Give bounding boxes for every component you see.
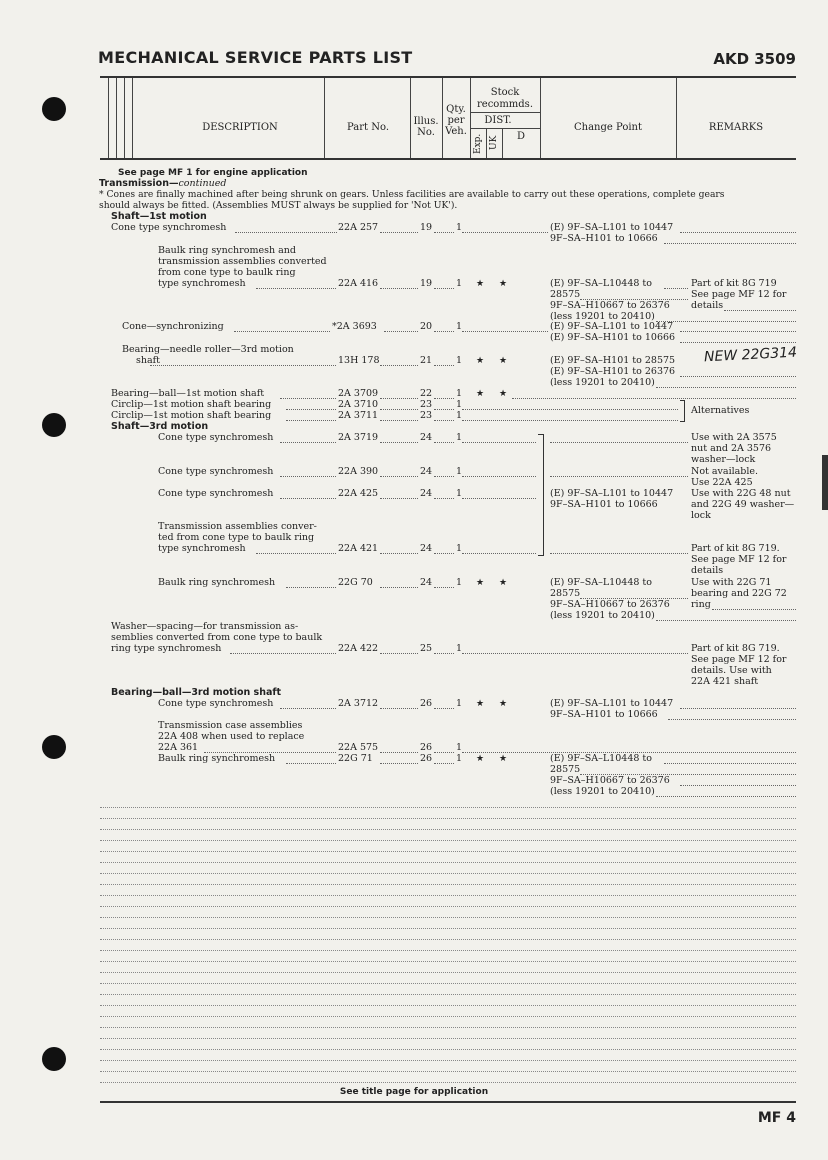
change-point: 28575 (550, 289, 581, 300)
part-description: Washer—spacing—for transmission as- (111, 621, 299, 632)
ruled-line (100, 851, 796, 852)
ruled-line (100, 829, 796, 830)
quantity: 1 (456, 577, 463, 588)
stock-mark-exp: ★ (476, 699, 485, 709)
ruled-line (100, 917, 796, 918)
quantity: 1 (456, 543, 463, 554)
ruled-line (100, 818, 796, 819)
quantity: 1 (456, 355, 463, 366)
col-stock: Stock (490, 87, 520, 98)
remark: See page MF 12 for (691, 554, 787, 565)
part-description: Cone type synchromesh (158, 432, 274, 443)
remark: bearing and 22G 72 (691, 588, 787, 599)
remark: See page MF 12 for (691, 654, 787, 665)
remark: Not available. (691, 466, 759, 477)
footnote-line: * Cones are finally machined after being shrunk on gears. Unless facilities are available to carry out these operations, complete gears (99, 189, 725, 200)
column-header (100, 76, 796, 160)
change-point: (less 19201 to 20410) (550, 377, 655, 388)
stock-mark-exp: ★ (476, 578, 485, 588)
part-description: type synchromesh (158, 278, 246, 289)
ruled-line (100, 972, 796, 973)
stock-mark-uk: ★ (499, 699, 508, 709)
remark: 22A 421 shaft (691, 676, 759, 687)
change-point: 9F–SA–H101 to 10666 (550, 233, 658, 244)
ruled-line (100, 983, 796, 984)
ruled-line (100, 939, 796, 940)
part-number: 2A 3711 (338, 410, 379, 421)
part-number: 22A 575 (338, 742, 379, 753)
part-description: ring type synchromesh (111, 643, 222, 654)
change-point: 9F–SA–H10667 to 26376 (550, 599, 670, 610)
page-edge-mark (822, 455, 828, 510)
remark: Part of kit 8G 719. (691, 643, 780, 654)
ruled-line (100, 1027, 796, 1028)
subsection-heading: Shaft—1st motion (111, 211, 207, 222)
punch-hole (42, 97, 66, 121)
remark: details. Use with (691, 665, 772, 676)
col-remarks: REMARKS (708, 122, 764, 133)
change-point: (less 19201 to 20410) (550, 311, 655, 322)
part-description: Circlip—1st motion shaft bearing (111, 410, 272, 421)
part-description: shaft (136, 355, 160, 366)
engine-application-note: See page MF 1 for engine application (118, 168, 308, 178)
col-illus-no: No. (417, 127, 435, 138)
ruled-line (100, 807, 796, 808)
remark: and 22G 49 washer— (691, 499, 795, 510)
punch-hole (42, 735, 66, 759)
quantity: 1 (456, 388, 463, 399)
col-qty-veh: Veh. (445, 126, 467, 137)
change-point: (E) 9F–SA–H101 to 28575 (550, 355, 676, 366)
ruled-line (100, 961, 796, 962)
part-number: 22A 421 (338, 543, 379, 554)
remark: Part of kit 8G 719. (691, 543, 780, 554)
ruled-line (100, 1049, 796, 1050)
part-description: Cone type synchromesh (111, 222, 227, 233)
remark: Use 22A 425 (691, 477, 753, 488)
subsection-heading: Shaft—3rd motion (111, 421, 209, 432)
col-part-no: Part No. (347, 122, 389, 133)
change-point: (less 19201 to 20410) (550, 786, 655, 797)
change-point: (E) 9F–SA–H101 to 10666 (550, 332, 676, 343)
part-description: 22A 408 when used to replace (158, 731, 305, 742)
part-description: Baulk ring synchromesh (158, 577, 276, 588)
change-point: (E) 9F–SA–L10448 to (550, 278, 652, 289)
subsection-heading: Bearing—ball—3rd motion shaft (111, 687, 282, 698)
change-point: 9F–SA–H101 to 10666 (550, 709, 658, 720)
stock-mark-exp: ★ (476, 279, 485, 289)
part-number: 2A 3719 (338, 432, 379, 443)
part-description: transmission assemblies converted (158, 256, 327, 267)
illus-number: 26 (420, 753, 433, 764)
change-point: (E) 9F–SA–L101 to 10447 (550, 321, 674, 332)
stock-mark-exp: ★ (476, 389, 485, 399)
part-description: Transmission assemblies conver- (158, 521, 317, 532)
col-illus: Illus. (413, 116, 439, 127)
punch-hole (42, 1047, 66, 1071)
part-description: Cone type synchromesh (158, 488, 274, 499)
change-point: (less 19201 to 20410) (550, 610, 655, 621)
remark: details (691, 300, 724, 311)
quantity: 1 (456, 698, 463, 709)
part-description: Cone type synchromesh (158, 698, 274, 709)
stock-mark-uk: ★ (499, 279, 508, 289)
change-point: (E) 9F–SA–L10448 to (550, 753, 652, 764)
part-number: *2A 3693 (332, 321, 377, 332)
footnote-line: should always be fitted. (Assemblies MUST always be supplied for 'Not UK'). (99, 200, 458, 211)
remark: Part of kit 8G 719 (691, 278, 777, 289)
col-uk: UK (489, 135, 499, 150)
quantity: 1 (456, 399, 463, 410)
ruled-line (100, 1016, 796, 1017)
part-description: semblies converted from cone type to baulk (111, 632, 323, 643)
part-description: Baulk ring synchromesh (158, 753, 276, 764)
part-description: Cone—synchronizing (122, 321, 224, 332)
quantity: 1 (456, 466, 463, 477)
part-number: 22A 390 (338, 466, 379, 477)
illus-number: 26 (420, 742, 433, 753)
group-bracket (538, 434, 544, 556)
illus-number: 24 (420, 543, 433, 554)
quantity: 1 (456, 753, 463, 764)
remark: lock (691, 510, 711, 521)
ruled-line (100, 840, 796, 841)
remark: Alternatives (691, 405, 750, 416)
stock-mark-uk: ★ (499, 356, 508, 366)
part-description: Bearing—needle roller—3rd motion (122, 344, 294, 355)
illus-number: 19 (420, 222, 433, 233)
illus-number: 23 (420, 410, 433, 421)
part-number: 13H 178 (338, 355, 380, 366)
quantity: 1 (456, 222, 463, 233)
stock-mark-uk: ★ (499, 578, 508, 588)
quantity: 1 (456, 432, 463, 443)
illus-number: 23 (420, 399, 433, 410)
ruled-line (100, 1038, 796, 1039)
page-title: MECHANICAL SERVICE PARTS LIST (98, 48, 413, 67)
quantity: 1 (456, 410, 463, 421)
illus-number: 24 (420, 577, 433, 588)
illus-number: 24 (420, 466, 433, 477)
ruled-line (100, 906, 796, 907)
col-qty-per: per (447, 115, 465, 126)
part-number: 2A 3710 (338, 399, 379, 410)
part-description: ted from cone type to baulk ring (158, 532, 315, 543)
remark: washer—lock (691, 454, 756, 465)
part-number: 22A 422 (338, 643, 379, 654)
stock-mark-exp: ★ (476, 356, 485, 366)
part-description: type synchromesh (158, 543, 246, 554)
col-dist: DIST. (484, 115, 512, 126)
part-number: 22A 416 (338, 278, 379, 289)
part-description: Bearing—ball—1st motion shaft (111, 388, 265, 399)
illus-number: 20 (420, 321, 433, 332)
part-number: 22G 70 (338, 577, 373, 588)
illus-number: 24 (420, 432, 433, 443)
illus-number: 24 (420, 488, 433, 499)
illus-number: 19 (420, 278, 433, 289)
remark: Use with 22G 71 (691, 577, 772, 588)
change-point: (E) 9F–SA–L10448 to (550, 577, 652, 588)
remark: Use with 2A 3575 (691, 432, 777, 443)
part-number: 2A 3709 (338, 388, 379, 399)
ruled-line (100, 994, 796, 995)
col-qty: Qty. (446, 104, 466, 115)
change-point: 9F–SA–H101 to 10666 (550, 499, 658, 510)
part-description: Cone type synchromesh (158, 466, 274, 477)
part-number: 22A 425 (338, 488, 379, 499)
ruled-line (100, 928, 796, 929)
change-point: (E) 9F–SA–L101 to 10447 (550, 222, 674, 233)
stock-mark-exp: ★ (476, 754, 485, 764)
part-description: from cone type to baulk ring (158, 267, 296, 278)
col-stock-recommds: recommds. (477, 99, 533, 110)
change-point: (E) 9F–SA–L101 to 10447 (550, 698, 674, 709)
part-number: 22A 257 (338, 222, 379, 233)
handwritten-annotation: NEW 22G314 (703, 344, 798, 366)
publication-number: AKD 3509 (713, 50, 796, 68)
ruled-line (100, 895, 796, 896)
quantity: 1 (456, 643, 463, 654)
ruled-line (100, 1005, 796, 1006)
quantity: 1 (456, 321, 463, 332)
alternatives-brace (680, 400, 685, 422)
section-heading: Transmission—continued (99, 178, 227, 189)
illus-number: 21 (420, 355, 433, 366)
punch-hole (42, 413, 66, 437)
stock-mark-uk: ★ (499, 754, 508, 764)
change-point: 28575 (550, 764, 581, 775)
page-number: MF 4 (757, 1110, 796, 1126)
part-description: Transmission case assemblies (158, 720, 303, 731)
ruled-line (100, 862, 796, 863)
col-description: DESCRIPTION (202, 122, 278, 133)
quantity: 1 (456, 742, 463, 753)
remark: Use with 22G 48 nut (691, 488, 791, 499)
part-description: 22A 361 (158, 742, 199, 753)
part-description: Circlip—1st motion shaft bearing (111, 399, 272, 410)
part-number: 22G 71 (338, 753, 373, 764)
stock-mark-uk: ★ (499, 389, 508, 399)
quantity: 1 (456, 488, 463, 499)
ruled-line (100, 1060, 796, 1061)
change-point: 28575 (550, 588, 581, 599)
part-description: Baulk ring synchromesh and (158, 245, 296, 256)
illus-number: 25 (420, 643, 433, 654)
quantity: 1 (456, 278, 463, 289)
ruled-line (100, 950, 796, 951)
ruled-line (100, 884, 796, 885)
application-footnote: See title page for application (339, 1087, 489, 1097)
remark: nut and 2A 3576 (691, 443, 772, 454)
bottom-rule (100, 1101, 796, 1103)
ruled-line (100, 873, 796, 874)
change-point: 9F–SA–H10667 to 26376 (550, 775, 670, 786)
illus-number: 22 (420, 388, 433, 399)
remark: See page MF 12 for (691, 289, 787, 300)
col-exp: Exp. (473, 133, 483, 154)
ruled-line (100, 1082, 796, 1083)
remark: details (691, 565, 724, 576)
change-point: 9F–SA–H10667 to 26376 (550, 300, 670, 311)
part-number: 2A 3712 (338, 698, 379, 709)
ruled-line (100, 1071, 796, 1072)
remark: ring (691, 599, 711, 610)
illus-number: 26 (420, 698, 433, 709)
change-point: (E) 9F–SA–L101 to 10447 (550, 488, 674, 499)
change-point: (E) 9F–SA–H101 to 26376 (550, 366, 676, 377)
col-change-point: Change Point (574, 122, 642, 133)
col-d: D (516, 131, 526, 142)
